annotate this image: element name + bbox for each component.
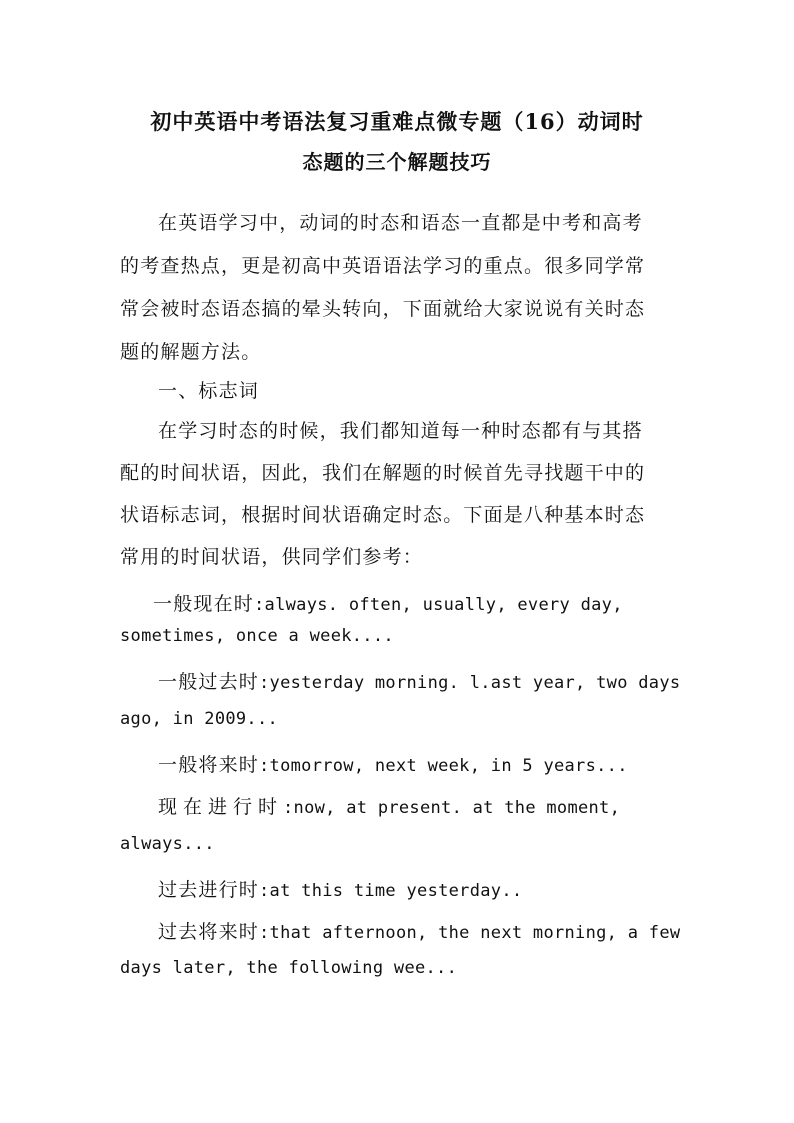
tense-entry-line-1 bbox=[158, 792, 620, 819]
section-heading: 一、标志词 bbox=[158, 380, 260, 402]
intro-line-2: 的考查热点，更是初高中英语语法学习的重点。很多同学常 bbox=[120, 255, 646, 277]
tense-adverbials: :now, at present. at the moment, bbox=[283, 798, 621, 818]
intro-line-3: 常会被时态语态搞的晕头转向，下面就给大家说说有关时态 bbox=[120, 298, 646, 320]
tense-name: 现在进行时 bbox=[158, 796, 284, 818]
tense-entry-line-1 bbox=[158, 667, 680, 694]
tense-name: 一般过去时 bbox=[158, 671, 260, 693]
section-line-2: 配的时间状语，因此，我们在解题的时候首先寻找题干中的 bbox=[120, 462, 646, 484]
document-title-line-2: 态题的三个解题技巧 bbox=[302, 150, 492, 174]
section-line-1: 在学习时态的时候，我们都知道每一种时态都有与其搭 bbox=[158, 420, 643, 442]
tense-name: 过去将来时 bbox=[158, 921, 260, 943]
tense-name: 一般将来时 bbox=[158, 754, 260, 776]
tense-adverbials: :that afternoon, the next morning, a few bbox=[259, 923, 681, 943]
section-line-4: 常用的时间状语，供同学们参考： bbox=[120, 546, 424, 568]
document-title-line-1: 初中英语中考语法复习重难点微专题（16）动词时 bbox=[150, 109, 644, 134]
tense-entry-line-2: days later, the following wee... bbox=[120, 958, 458, 978]
tense-entry-line-1 bbox=[158, 917, 680, 944]
tense-entry-line-1 bbox=[158, 750, 628, 777]
tense-entry-line-2: always... bbox=[120, 834, 215, 854]
tense-entry-line-2: ago, in 2009... bbox=[120, 709, 279, 729]
tense-entry-line-1 bbox=[158, 875, 522, 902]
tense-name: 一般现在时 bbox=[153, 593, 255, 615]
tense-name: 过去进行时 bbox=[158, 879, 260, 901]
tense-adverbials: :at this time yesterday.. bbox=[259, 881, 523, 901]
section-line-3: 状语标志词，根据时间状语确定时态。下面是八种基本时态 bbox=[120, 504, 646, 526]
intro-line-4: 题的解题方法。 bbox=[120, 341, 262, 363]
tense-adverbials: :yesterday morning. l.ast year, two days bbox=[259, 673, 681, 693]
tense-adverbials: :tomorrow, next week, in 5 years... bbox=[259, 756, 628, 776]
tense-adverbials: :always. often, usually, every day, bbox=[254, 595, 623, 615]
intro-line-1: 在英语学习中，动词的时态和语态一直都是中考和高考 bbox=[158, 212, 643, 234]
tense-entry-line-2: sometimes, once a week.... bbox=[120, 626, 394, 646]
tense-entry-line-1 bbox=[153, 589, 623, 616]
